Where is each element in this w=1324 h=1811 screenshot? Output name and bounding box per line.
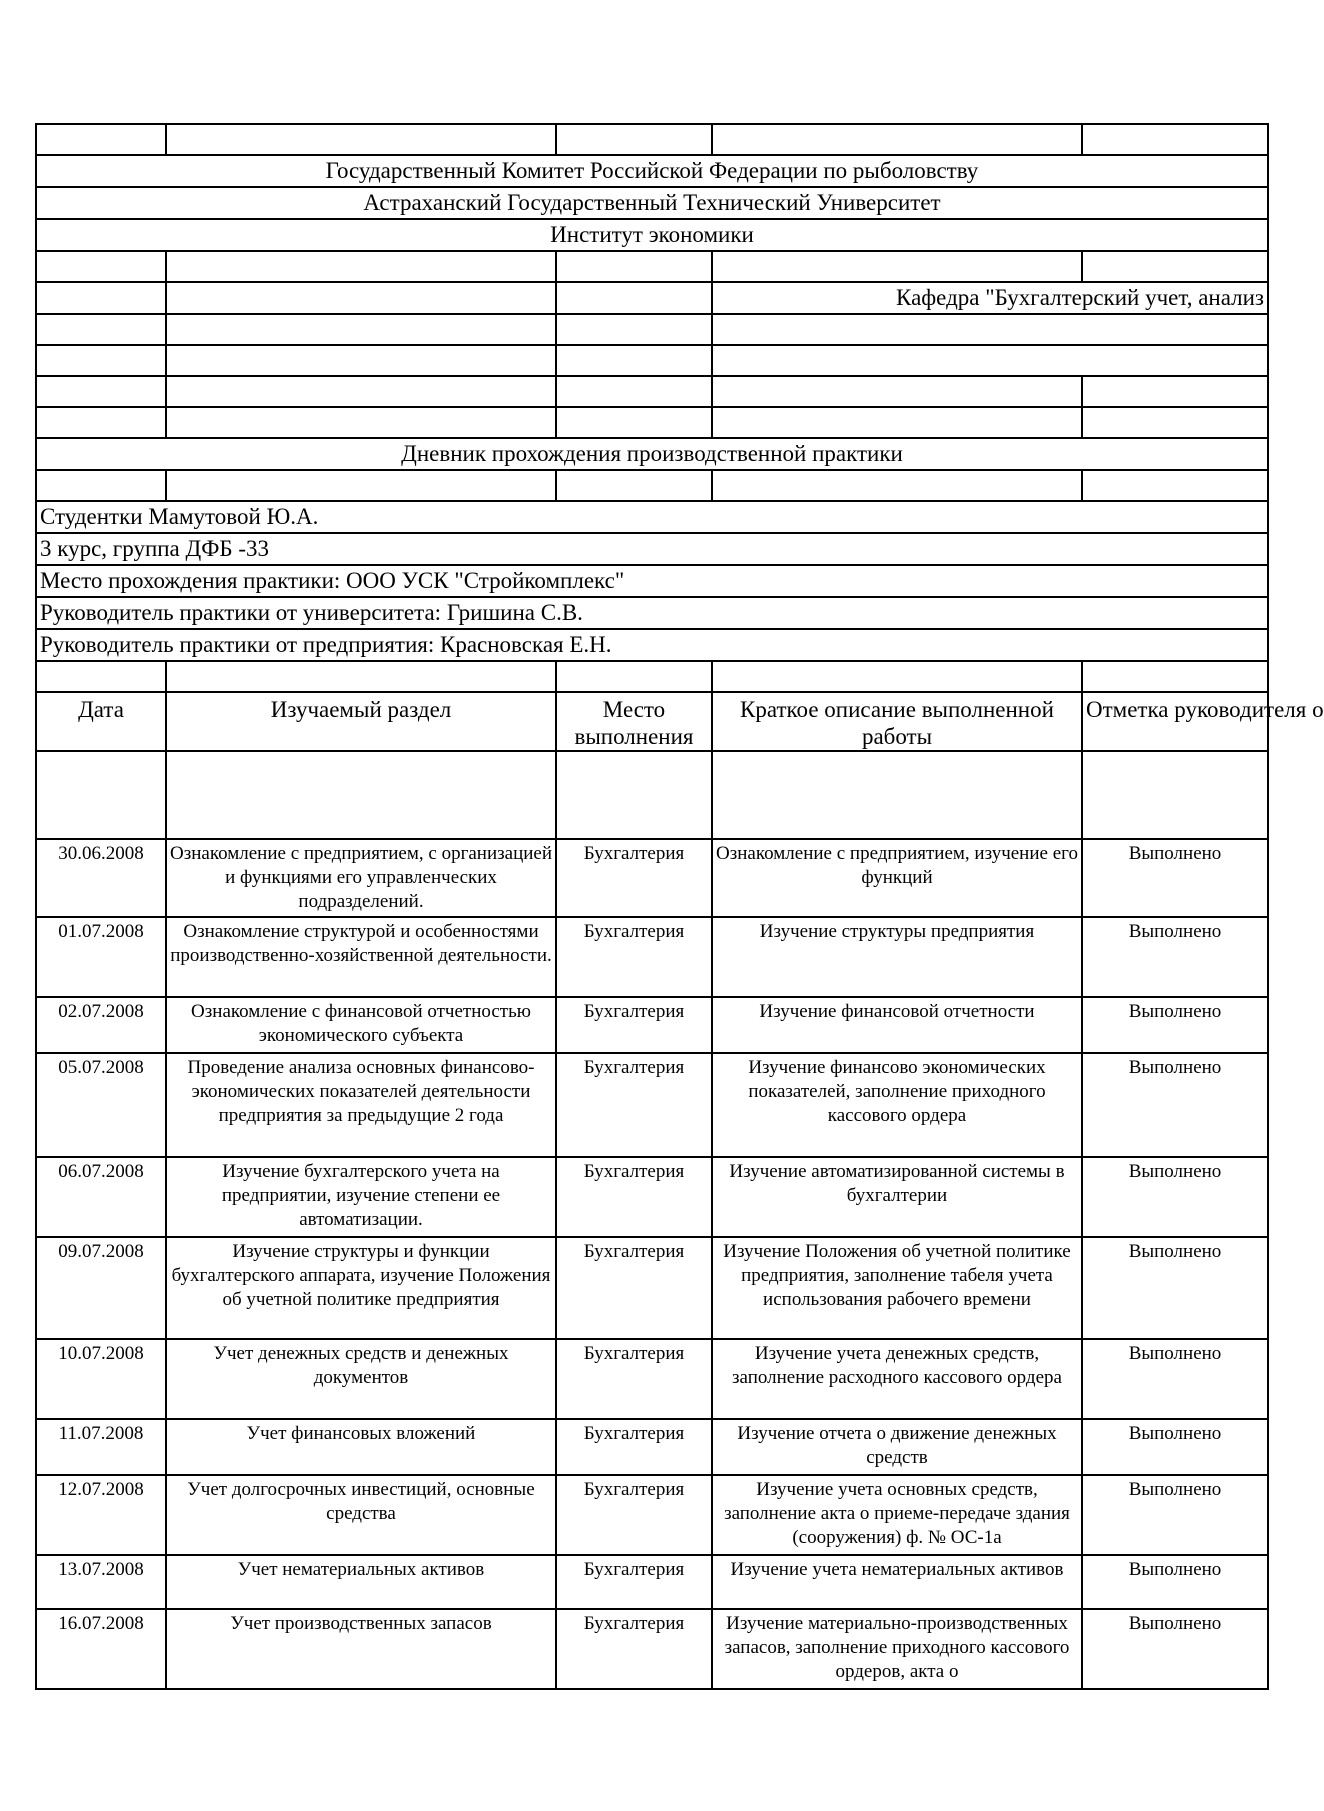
cell-section: Ознакомление структурой и особенностями производственно-хозяйственной деятельности. [166, 917, 556, 997]
table-row [36, 997, 1268, 1053]
table-row [36, 1419, 1268, 1475]
cell-mark: Выполнено [1082, 1157, 1268, 1237]
table-row [36, 1555, 1268, 1609]
cell-mark: Выполнено [1082, 1053, 1268, 1157]
company-supervisor: Руководитель практики от предприятия: Красновская Е.Н. [36, 629, 1268, 661]
cell-date: 13.07.2008 [36, 1555, 166, 1609]
institute-title: Институт экономики [36, 219, 1268, 251]
table-row [36, 917, 1268, 997]
cell-section: Изучение бухгалтерского учета на предприятии, изучение степени ее автоматизации. [166, 1157, 556, 1237]
cell-place: Бухгалтерия [556, 839, 712, 917]
cell-mark: Выполнено [1082, 1475, 1268, 1555]
cell-description: Изучение автоматизированной системы в бухгалтерии [712, 1157, 1082, 1237]
diary-title: Дневник прохождения производственной практики [36, 438, 1268, 470]
uni-supervisor-row [36, 597, 1268, 629]
cell-description: Изучение отчета о движение денежных средств [712, 1419, 1082, 1475]
ministry-title: Государственный Комитет Российской Федерации по рыболовству [36, 155, 1268, 187]
cell-section: Ознакомление с финансовой отчетностью экономического субъекта [166, 997, 556, 1053]
cell-date: 05.07.2008 [36, 1053, 166, 1157]
diary-entries [36, 839, 1268, 1689]
course-group: 3 курс, группа ДФБ -33 [36, 533, 1268, 565]
empty-row [36, 251, 1268, 282]
company-supervisor-row [36, 629, 1268, 661]
cell-place: Бухгалтерия [556, 1419, 712, 1475]
table-row [36, 1339, 1268, 1419]
practice-place: Место прохождения практики: ООО УСК "Стройкомплекс" [36, 565, 1268, 597]
cell-description: Изучение финансово экономических показателей, заполнение приходного кассового ордера [712, 1053, 1082, 1157]
empty-row [36, 661, 1268, 692]
table-row [36, 1157, 1268, 1237]
cell-description: Изучение учета денежных средств, заполнение расходного кассового ордера [712, 1339, 1082, 1419]
cell-date: 06.07.2008 [36, 1157, 166, 1237]
university-title: Астраханский Государственный Технический Университет [36, 187, 1268, 219]
department-row [36, 282, 1268, 314]
cell-mark: Выполнено [1082, 839, 1268, 917]
cell-mark: Выполнено [1082, 1419, 1268, 1475]
practice-diary-sheet [35, 123, 1324, 1690]
cell-description: Ознакомление с предприятием, изучение его функций [712, 839, 1082, 917]
cell-description: Изучение финансовой отчетности [712, 997, 1082, 1053]
table-row [36, 1237, 1268, 1339]
course-row [36, 533, 1268, 565]
cell-place: Бухгалтерия [556, 1157, 712, 1237]
cell-section: Изучение структуры и функции бухгалтерского аппарата, изучение Положения об учетной политике предприятия [166, 1237, 556, 1339]
table-row [36, 1609, 1268, 1689]
place-row [36, 565, 1268, 597]
cell-mark: Выполнено [1082, 1339, 1268, 1419]
cell-mark: Выполнено [1082, 1555, 1268, 1609]
cell-description: Изучение Положения об учетной политике предприятия, заполнение табеля учета использования рабочего времени [712, 1237, 1082, 1339]
table-row [36, 839, 1268, 917]
col-header-section: Изучаемый раздел [166, 692, 556, 751]
cell-date: 16.07.2008 [36, 1609, 166, 1689]
cell-place: Бухгалтерия [556, 1475, 712, 1555]
table-row [36, 1053, 1268, 1157]
cell-date: 12.07.2008 [36, 1475, 166, 1555]
cell-description: Изучение структуры предприятия [712, 917, 1082, 997]
department-title: Кафедра "Бухгалтерский учет, анализ [712, 282, 1268, 314]
col-header-mark: Отметка руководителя о [1082, 692, 1268, 751]
cell-place: Бухгалтерия [556, 1609, 712, 1689]
cell-place: Бухгалтерия [556, 917, 712, 997]
col-header-description: Краткое описание выполненной работы [712, 692, 1082, 751]
cell-date: 02.07.2008 [36, 997, 166, 1053]
empty-row [36, 345, 1268, 376]
cell-place: Бухгалтерия [556, 1339, 712, 1419]
cell-section: Ознакомление с предприятием, с организацией и функциями его управленческих подразделений. [166, 839, 556, 917]
cell-place: Бухгалтерия [556, 1053, 712, 1157]
cell-mark: Выполнено [1082, 917, 1268, 997]
col-header-date: Дата [36, 692, 166, 751]
institute-row [36, 219, 1268, 251]
cell-description: Изучение материально-производственных запасов, заполнение приходного кассового ордеров, акта о [712, 1609, 1082, 1689]
cell-description: Изучение учета нематериальных активов [712, 1555, 1082, 1609]
university-supervisor: Руководитель практики от университета: Гришина С.В. [36, 597, 1268, 629]
empty-row [36, 407, 1268, 438]
blank-row [36, 751, 1268, 839]
cell-section: Учет долгосрочных инвестиций, основные средства [166, 1475, 556, 1555]
cell-section: Учет производственных запасов [166, 1609, 556, 1689]
column-header-row [36, 692, 1268, 751]
diary-title-row [36, 438, 1268, 470]
cell-section: Учет финансовых вложений [166, 1419, 556, 1475]
ministry-row [36, 155, 1268, 187]
empty-row [36, 124, 1268, 155]
cell-section: Учет денежных средств и денежных документов [166, 1339, 556, 1419]
cell-mark: Выполнено [1082, 1237, 1268, 1339]
cell-place: Бухгалтерия [556, 1555, 712, 1609]
cell-mark: Выполнено [1082, 997, 1268, 1053]
cell-place: Бухгалтерия [556, 1237, 712, 1339]
empty-row [36, 314, 1268, 345]
cell-date: 30.06.2008 [36, 839, 166, 917]
empty-row [36, 376, 1268, 407]
cell-date: 01.07.2008 [36, 917, 166, 997]
cell-section: Проведение анализа основных финансово-экономических показателей деятельности предприятия за предыдущие 2 года [166, 1053, 556, 1157]
col-header-place: Место выполнения [556, 692, 712, 751]
student-row [36, 501, 1268, 533]
table-row [36, 1475, 1268, 1555]
cell-description: Изучение учета основных средств, заполнение акта о приеме-передаче здания (сооружения) ф. № ОС-1а [712, 1475, 1082, 1555]
cell-date: 09.07.2008 [36, 1237, 166, 1339]
empty-row [36, 470, 1268, 501]
cell-mark: Выполнено [1082, 1609, 1268, 1689]
cell-date: 10.07.2008 [36, 1339, 166, 1419]
cell-date: 11.07.2008 [36, 1419, 166, 1475]
cell-section: Учет нематериальных активов [166, 1555, 556, 1609]
cell-place: Бухгалтерия [556, 997, 712, 1053]
student-name: Студентки Мамутовой Ю.А. [36, 501, 1268, 533]
university-row [36, 187, 1268, 219]
